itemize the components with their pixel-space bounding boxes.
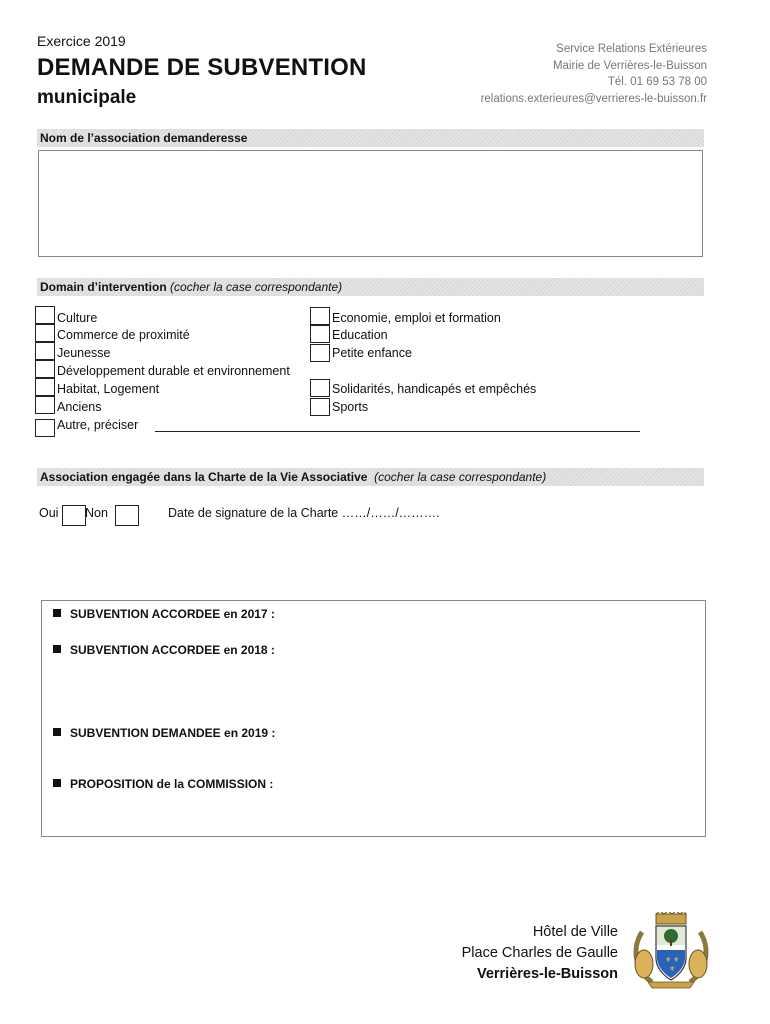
- checkbox-anciens[interactable]: [35, 396, 55, 414]
- footer-line3: Verrières-le-Buisson: [476, 966, 618, 982]
- checkbox-habitat[interactable]: [35, 378, 55, 396]
- subvention-box: [41, 600, 706, 837]
- option-solidarites: Solidarités, handicapés et empêchés: [332, 382, 537, 396]
- checkbox-non[interactable]: [115, 505, 139, 526]
- checkbox-developpement[interactable]: [35, 360, 55, 378]
- association-name-field[interactable]: [38, 150, 703, 257]
- option-commerce: Commerce de proximité: [57, 328, 190, 342]
- svg-text:⚜: ⚜: [673, 956, 680, 964]
- option-sports: Sports: [332, 400, 369, 414]
- option-anciens: Anciens: [57, 400, 102, 414]
- section-charte-header: [37, 468, 704, 486]
- section-domain-header: [37, 278, 704, 296]
- option-petite-enfance: Petite enfance: [332, 346, 412, 360]
- footer-line1: Hôtel de Ville: [532, 924, 618, 940]
- contact-tel: Tél. 01 69 53 78 00: [607, 76, 707, 88]
- subvention-item-2018: [53, 643, 275, 657]
- contact-service: Service Relations Extérieures: [556, 43, 707, 55]
- checkbox-petite-enfance[interactable]: [310, 344, 330, 362]
- square-bullet-icon: [53, 779, 61, 787]
- square-bullet-icon: [53, 728, 61, 736]
- page-subtitle: municipale: [37, 87, 137, 108]
- checkbox-sports[interactable]: [310, 398, 330, 416]
- section-name-header: [37, 129, 704, 147]
- autre-preciser-line[interactable]: [155, 431, 640, 432]
- page-title: DEMANDE DE SUBVENTION: [37, 54, 367, 81]
- subvention-label-2019: SUBVENTION DEMANDEE en 2019 :: [70, 726, 276, 740]
- option-education: Education: [332, 328, 388, 342]
- checkbox-solidarites[interactable]: [310, 379, 330, 397]
- checkbox-oui[interactable]: [62, 505, 86, 526]
- svg-text:⚜: ⚜: [669, 965, 676, 973]
- option-habitat: Habitat, Logement: [57, 382, 160, 396]
- label-oui: Oui: [39, 506, 59, 520]
- checkbox-economie[interactable]: [310, 307, 330, 325]
- checkbox-culture[interactable]: [35, 306, 55, 324]
- option-developpement: Développement durable et environnement: [57, 364, 290, 378]
- section-domain-hint: (cocher la case correspondante): [170, 280, 343, 294]
- exercice-year: Exercice 2019: [37, 33, 126, 49]
- square-bullet-icon: [53, 609, 61, 617]
- footer-line2: Place Charles de Gaulle: [461, 945, 618, 961]
- square-bullet-icon: [53, 645, 61, 653]
- charte-date-field[interactable]: Date de signature de la Charte ……/……/……….: [168, 506, 440, 520]
- option-jeunesse: Jeunesse: [57, 346, 111, 360]
- section-charte-label: Association engagée dans la Charte de la Vie Associative: [40, 470, 368, 484]
- checkbox-jeunesse[interactable]: [35, 342, 55, 360]
- section-domain-label: Domain d’intervention: [40, 280, 167, 294]
- section-charte-hint: (cocher la case correspondante): [374, 470, 547, 484]
- option-autre: Autre, préciser: [57, 418, 139, 432]
- coat-of-arms-icon: [630, 912, 712, 990]
- contact-mairie: Mairie de Verrières-le-Buisson: [552, 59, 707, 72]
- checkbox-autre[interactable]: [35, 419, 55, 437]
- svg-text:⚜: ⚜: [665, 956, 672, 964]
- label-non: Non: [85, 506, 108, 520]
- contact-block: [481, 41, 707, 107]
- checkbox-commerce[interactable]: [35, 324, 55, 342]
- option-culture: Culture: [57, 311, 98, 325]
- section-name-label: Nom de l’association demanderesse: [40, 131, 248, 145]
- footer-address: [462, 922, 618, 985]
- subvention-item-commission: [53, 777, 273, 791]
- subvention-item-2017: [53, 607, 275, 621]
- subvention-item-2019: [53, 726, 275, 740]
- subvention-label-commission: PROPOSITION de la COMMISSION :: [70, 777, 274, 791]
- checkbox-education[interactable]: [310, 325, 330, 343]
- option-economie: Economie, emploi et formation: [332, 311, 501, 325]
- subvention-label-2017: SUBVENTION ACCORDEE en 2017 :: [70, 607, 275, 621]
- subvention-label-2018: SUBVENTION ACCORDEE en 2018 :: [70, 643, 275, 657]
- contact-email[interactable]: relations.exterieures@verrieres-le-buisson.fr: [480, 92, 707, 105]
